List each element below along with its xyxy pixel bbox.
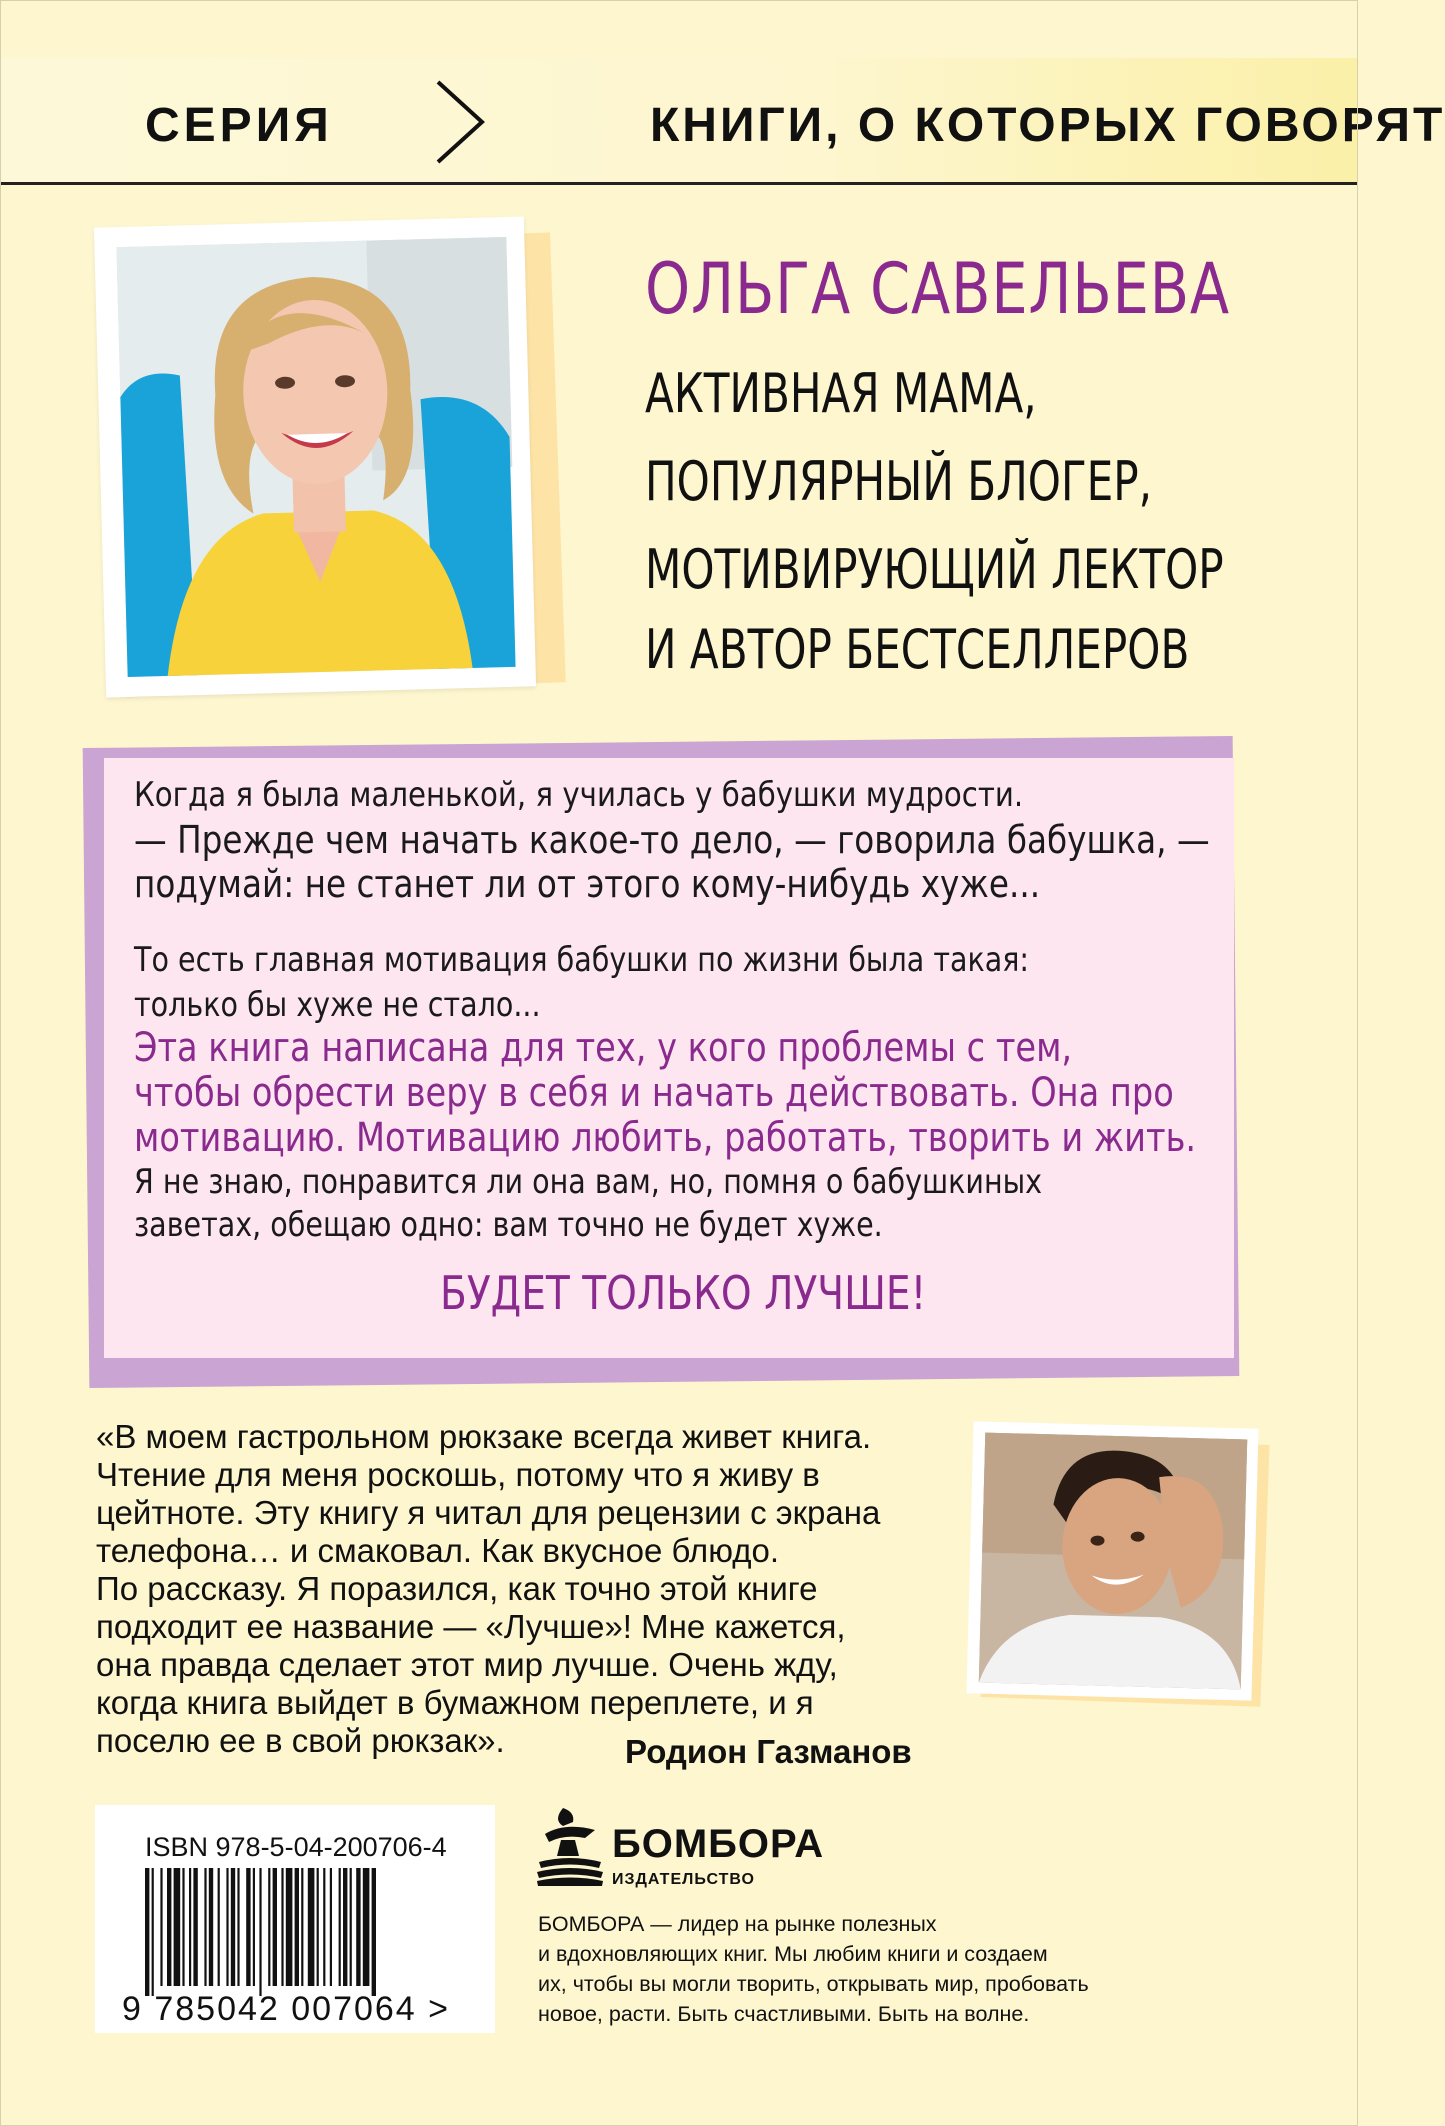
publisher-logo-icon xyxy=(535,1806,605,1886)
publisher-subtitle: ИЗДАТЕЛЬСТВО xyxy=(612,1871,755,1888)
author-portrait-image xyxy=(116,237,515,677)
quote-final-line: БУДЕТ ТОЛЬКО ЛУЧШЕ! xyxy=(440,1266,927,1320)
author-bio-line: МОТИВИРУЮЩИЙ ЛЕКТОР xyxy=(645,538,1224,601)
reviewer-photo xyxy=(979,1433,1247,1690)
chevron-right-icon xyxy=(430,78,490,166)
quote-line: Когда я была маленькой, я училась у бабушки мудрости. xyxy=(134,775,1024,815)
isbn-label: ISBN 978-5-04-200706-4 xyxy=(145,1832,447,1862)
publisher-description-line: и вдохновляющих книг. Мы любим книги и создаем xyxy=(538,1942,1048,1966)
review-line: она правда сделает этот мир лучше. Очень жду, xyxy=(96,1646,838,1683)
author-bio-line: АКТИВНАЯ МАМА, xyxy=(645,362,1037,425)
review-line: цейтноте. Эту книгу я читал для рецензии с экрана xyxy=(96,1494,881,1531)
review-line: поселю ее в свой рюкзак». xyxy=(96,1722,505,1759)
review-line: По рассказу. Я поразился, как точно этой книге xyxy=(96,1570,818,1607)
author-bio-line: И АВТОР БЕСТСЕЛЛЕРОВ xyxy=(645,618,1190,681)
author-photo xyxy=(116,237,515,677)
review-line: подходит ее название — «Лучше»! Мне кажется, xyxy=(96,1608,846,1645)
barcode-image xyxy=(145,1868,455,1996)
review-line: когда книга выйдет в бумажном переплете, и я xyxy=(96,1684,814,1721)
publisher-description-line: БОМБОРА — лидер на рынке полезных xyxy=(538,1912,937,1936)
publisher-description-line: их, чтобы вы могли творить, открывать мир, пробовать xyxy=(538,1972,1089,1996)
reviewer-name: Родион Газманов xyxy=(625,1733,912,1770)
quote-highlight-line: Эта книга написана для тех, у кого проблемы с тем, xyxy=(134,1025,1073,1071)
author-bio-line: ПОПУЛЯРНЫЙ БЛОГЕР, xyxy=(645,450,1153,513)
series-label: СЕРИЯ xyxy=(145,99,333,152)
quote-highlight-line: мотивацию. Мотивацию любить, работать, творить и жить. xyxy=(134,1115,1197,1161)
review-line: Чтение для меня роскошь, потому что я живу в xyxy=(96,1456,820,1493)
quote-line: То есть главная мотивация бабушки по жизни была такая: xyxy=(134,940,1030,980)
author-name: ОЛЬГА САВЕЛЬЕВА xyxy=(645,248,1230,330)
quote-line: только бы хуже не стало... xyxy=(134,985,541,1025)
quote-line: Я не знаю, понравится ли она вам, но, помня о бабушкиных xyxy=(134,1162,1043,1202)
quote-line: заветах, обещаю одно: вам точно не будет хуже. xyxy=(134,1205,883,1245)
barcode-digits: 9 785042 007064 > xyxy=(122,1990,451,2028)
publisher-description-line: новое, расти. Быть счастливыми. Быть на волне. xyxy=(538,2002,1030,2026)
review-line: телефона… и смаковал. Как вкусное блюдо. xyxy=(96,1532,779,1569)
reviewer-portrait-image xyxy=(979,1433,1247,1690)
quote-line: — Прежде чем начать какое-то дело, — говорила бабушка, — xyxy=(134,818,1210,862)
review-line: «В моем гастрольном рюкзаке всегда живет книга. xyxy=(96,1418,872,1455)
publisher-name: БОМБОРА xyxy=(612,1822,825,1866)
series-title: КНИГИ, О КОТОРЫХ ГОВОРЯТ xyxy=(650,99,1445,152)
quote-highlight-line: чтобы обрести веру в себя и начать действовать. Она про xyxy=(134,1070,1174,1116)
quote-line: подумай: не станет ли от этого кому-нибудь хуже... xyxy=(134,862,1041,906)
